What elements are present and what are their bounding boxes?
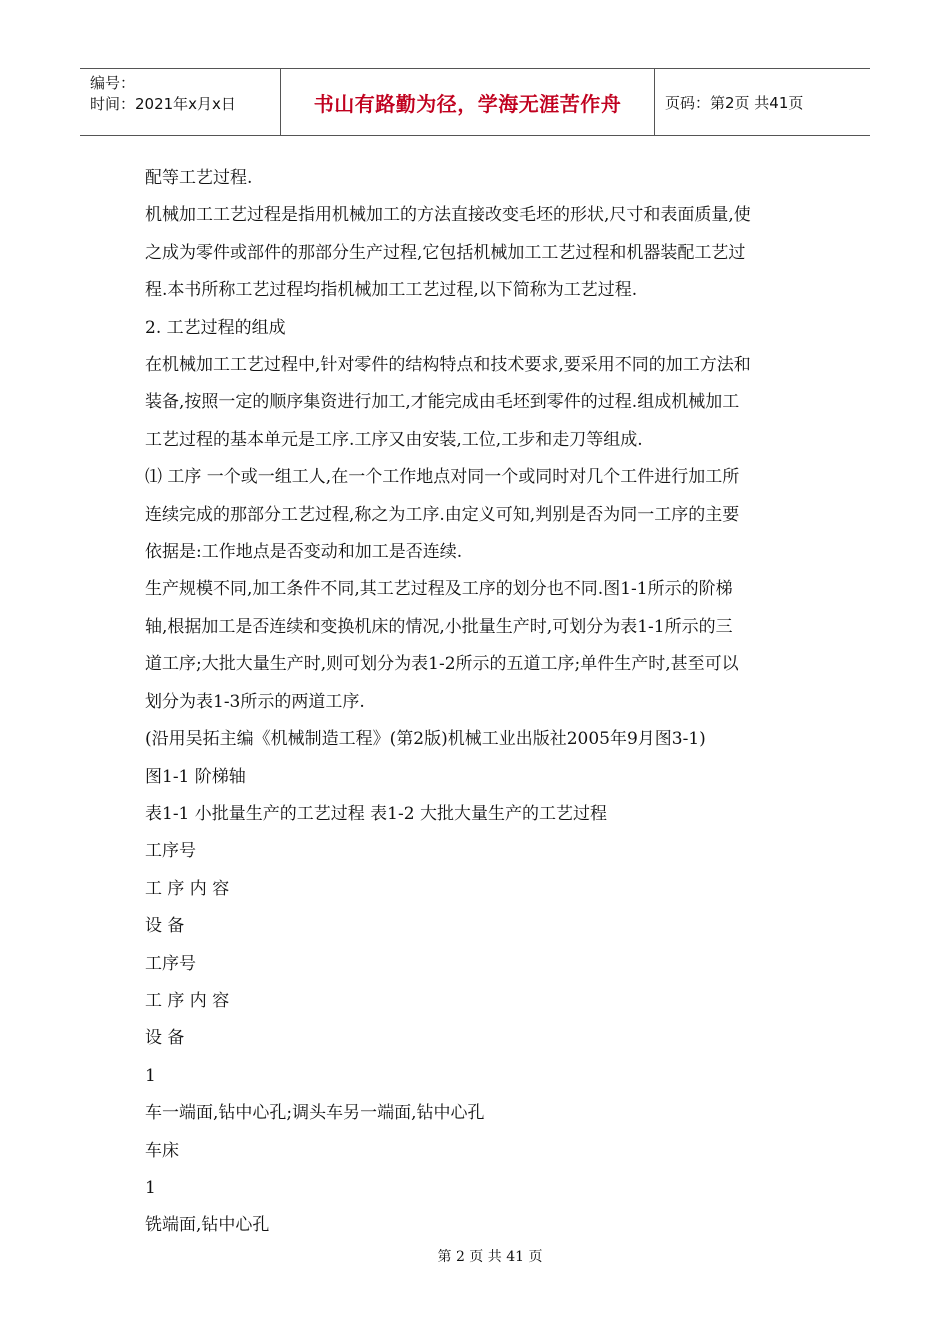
body-line: 生产规模不同,加工条件不同,其工艺过程及工序的划分也不同.图1-1所示的阶梯 xyxy=(145,579,733,600)
body-line: 轴,根据加工是否连续和变换机床的情况,小批量生产时,可划分为表1-1所示的三 xyxy=(145,616,733,637)
body-line: 装备,按照一定的顺序集资进行加工,才能完成由毛坯到零件的过程.组成机械加工 xyxy=(145,392,740,413)
body-line: 依据是:工作地点是否变动和加工是否连续. xyxy=(145,542,463,563)
body-line: 划分为表1-3所示的两道工序. xyxy=(145,691,365,712)
header-page-info: 页码：第2页 共41页 xyxy=(665,93,804,112)
table-header-cell: 设 备 xyxy=(145,916,185,937)
page-footer: 第 2 页 共 41 页 xyxy=(437,1249,543,1265)
table-cell: 1 xyxy=(145,1177,156,1198)
table-caption: 表1-1 小批量生产的工艺过程 表1-2 大批大量生产的工艺过程 xyxy=(145,803,607,824)
body-line: 配等工艺过程. xyxy=(145,168,253,188)
body-line: 机械加工工艺过程是指用机械加工的方法直接改变毛坯的形状,尺寸和表面质量,使 xyxy=(145,205,751,226)
body-line: 程.本书所称工艺过程均指机械加工工艺过程,以下简称为工艺过程. xyxy=(145,280,638,301)
body-line: 道工序;大批大量生产时,则可划分为表1-2所示的五道工序;单件生产时,甚至可以 xyxy=(145,654,739,675)
table-cell: 铣端面,钻中心孔 xyxy=(145,1215,270,1236)
document-body xyxy=(145,160,810,1245)
body-line: 之成为零件或部件的那部分生产过程,它包括机械加工工艺过程和机器装配工艺过 xyxy=(145,242,746,263)
table-cell: 1 xyxy=(145,1065,156,1086)
body-line: 在机械加工工艺过程中,针对零件的结构特点和技术要求,要采用不同的加工方法和 xyxy=(145,355,751,376)
body-line: 工艺过程的基本单元是工序.工序又由安装,工位,工步和走刀等组成. xyxy=(145,429,643,450)
section-heading: 2. 工艺过程的组成 xyxy=(145,317,286,338)
table-header-cell: 设 备 xyxy=(145,1028,185,1049)
table-header-cell: 工序号 xyxy=(145,841,196,862)
table-header-cell: 工序号 xyxy=(145,953,196,974)
table-header-cell: 工 序 内 容 xyxy=(145,990,230,1011)
header-meta xyxy=(80,69,281,135)
body-line: ⑴ 工序 一个或一组工人,在一个工作地点对同一个或同时对几个工件进行加工所 xyxy=(145,467,740,488)
time-label: 时间：2021年x月x日 xyxy=(90,95,236,113)
table-header-cell: 工 序 内 容 xyxy=(145,878,230,899)
body-line: 连续完成的那部分工艺过程,称之为工序.由定义可知,判别是否为同一工序的主要 xyxy=(145,504,740,525)
table-cell: 车一端面,钻中心孔;调头车另一端面,钻中心孔 xyxy=(145,1103,485,1124)
number-label: 编号： xyxy=(90,74,136,92)
table-cell: 车床 xyxy=(145,1140,179,1161)
page-header xyxy=(80,68,870,136)
header-motto: 书山有路勤为径，学海无涯苦作舟 xyxy=(281,69,655,135)
source-note: (沿用吴拓主编《机械制造工程》(第2版)机械工业出版社2005年9月图3-1) xyxy=(145,729,706,750)
figure-caption: 图1-1 阶梯轴 xyxy=(145,766,246,787)
